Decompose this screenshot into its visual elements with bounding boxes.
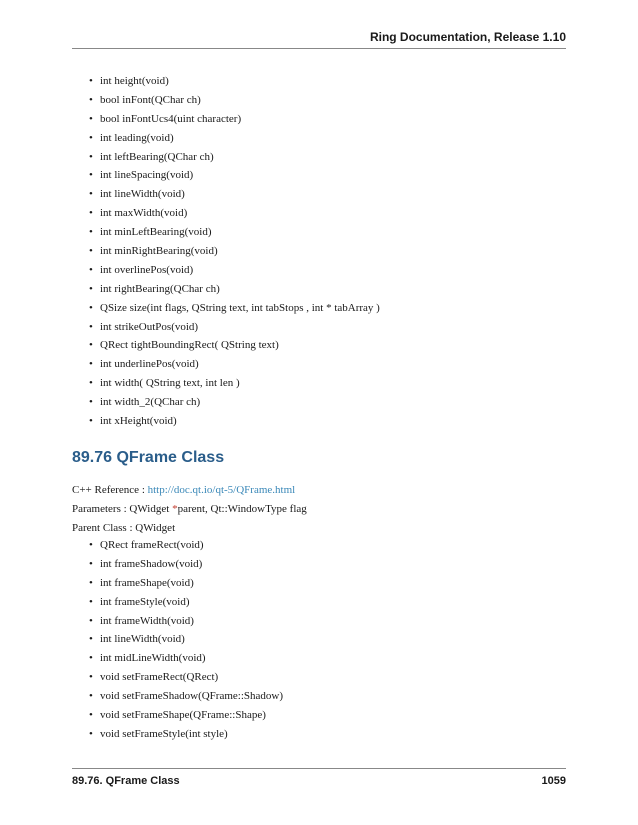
header-rule <box>72 48 566 49</box>
parent-class-line: Parent Class : QWidget <box>72 522 176 534</box>
method-list-qframe <box>89 536 283 744</box>
cpp-reference-label: C++ Reference : <box>72 484 145 496</box>
list-item: • QRect frameRect(void) <box>89 536 283 555</box>
list-item: • int frameShadow(void) <box>89 555 283 574</box>
section-heading: 89.76 QFrame Class <box>72 449 225 466</box>
method-list-qfontmetrics <box>89 72 380 431</box>
list-item: • int underlinePos(void) <box>89 355 380 374</box>
list-item: • int strikeOutPos(void) <box>89 318 380 337</box>
list-item: • int minLeftBearing(void) <box>89 223 380 242</box>
list-item: • int lineWidth(void) <box>89 630 283 649</box>
page-header-title: Ring Documentation, Release 1.10 <box>369 30 566 44</box>
list-item: • int minRightBearing(void) <box>89 242 380 261</box>
list-item: • void setFrameShadow(QFrame::Shadow) <box>89 687 283 706</box>
parameters-rest: parent, Qt::WindowType flag <box>177 503 307 515</box>
list-item: • int midLineWidth(void) <box>89 649 283 668</box>
footer-section-title: 89.76. QFrame Class <box>72 775 180 787</box>
list-item: • int leftBearing(QChar ch) <box>89 148 380 167</box>
list-item: • int lineWidth(void) <box>89 185 380 204</box>
parameters-line <box>72 502 307 516</box>
list-item: • void setFrameRect(QRect) <box>89 668 283 687</box>
list-item: • int xHeight(void) <box>89 412 380 431</box>
list-item: • int frameStyle(void) <box>89 593 283 612</box>
list-item: • int overlinePos(void) <box>89 261 380 280</box>
list-item: • int lineSpacing(void) <box>89 166 380 185</box>
parameters-label: Parameters : QWidget <box>72 503 170 515</box>
list-item: • int width_2(QChar ch) <box>89 393 380 412</box>
list-item: • QRect tightBoundingRect( QString text) <box>89 336 380 355</box>
list-item: • int height(void) <box>89 72 380 91</box>
footer-rule <box>72 768 566 769</box>
list-item: • int frameShape(void) <box>89 574 283 593</box>
list-item: • int leading(void) <box>89 129 380 148</box>
list-item: • int maxWidth(void) <box>89 204 380 223</box>
pointer-star: * <box>172 503 178 515</box>
cpp-reference-link[interactable]: http://doc.qt.io/qt-5/QFrame.html <box>147 484 296 496</box>
list-item: • int width( QString text, int len ) <box>89 374 380 393</box>
list-item: • bool inFontUcs4(uint character) <box>89 110 380 129</box>
list-item: • void setFrameShape(QFrame::Shape) <box>89 706 283 725</box>
list-item: • int rightBearing(QChar ch) <box>89 280 380 299</box>
list-item: • QSize size(int flags, QString text, int tabStops , int * tabArray ) <box>89 299 380 318</box>
list-item: • bool inFont(QChar ch) <box>89 91 380 110</box>
list-item: • int frameWidth(void) <box>89 612 283 631</box>
cpp-reference-line <box>72 483 295 497</box>
footer-page-number: 1059 <box>541 775 566 787</box>
list-item: • void setFrameStyle(int style) <box>89 725 283 744</box>
